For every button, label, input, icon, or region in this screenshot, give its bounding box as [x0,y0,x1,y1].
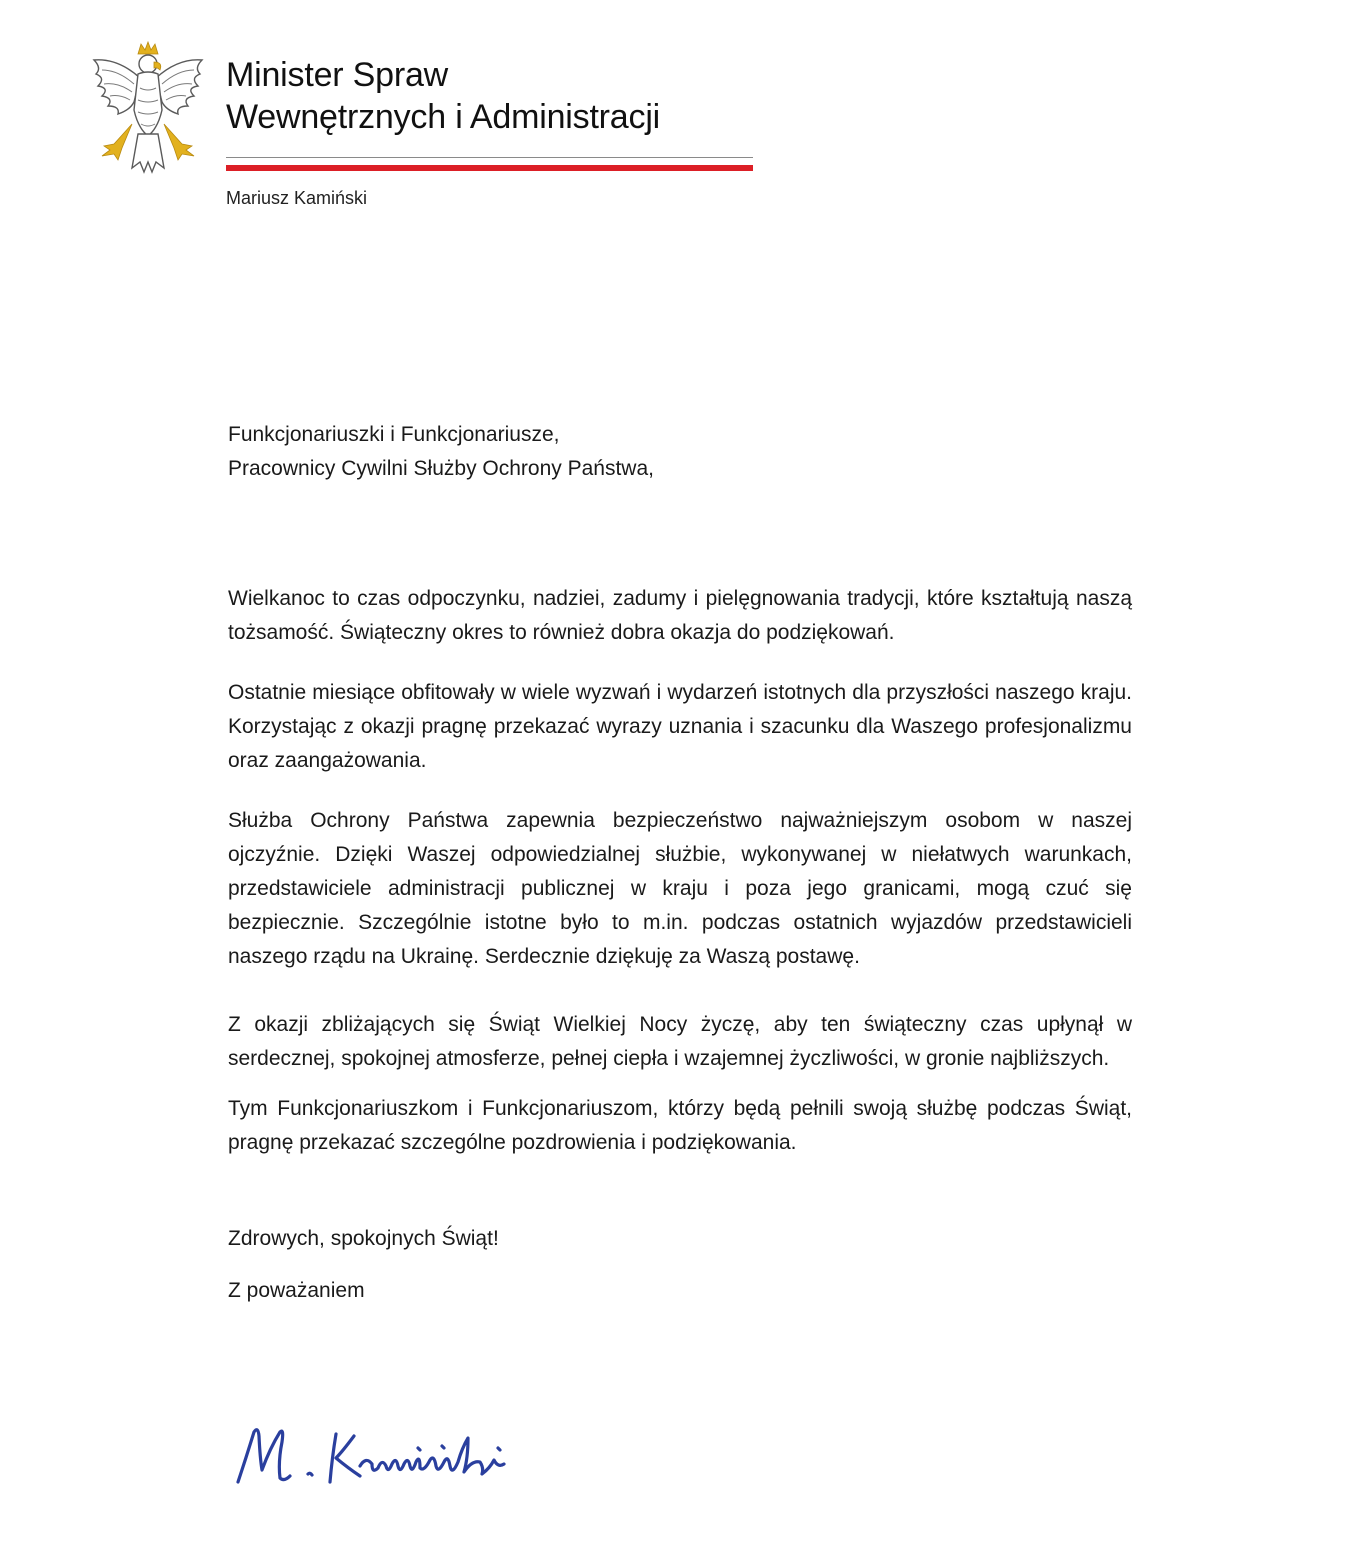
office-title-line-1: Minister Spraw [226,56,449,94]
white-eagle-emblem-icon [88,40,206,174]
letter-paragraph: Z okazji zbliżających się Świąt Wielkiej Nocy życzę, aby ten świąteczny czas upłynął w serdecznej, spokojnej atmosferze, pełnej ciepła i wzajemnej życzliwości, w gronie najbliższych. [228,1013,1132,1070]
letterhead [88,40,758,220]
closing-wish: Zdrowych, spokojnych Świąt! [228,1227,499,1250]
letter-paragraph: Ostatnie miesiące obfitowały w wiele wyzwań i wydarzeń istotnych dla przyszłości naszego kraju. Korzystając z okazji pragnę przekazać wyrazy uznania i szacunku dla Waszego profesjonalizmu oraz zaangażowania. [228,681,1132,772]
closing-regards: Z poważaniem [228,1279,365,1302]
salutation-line-1: Funkcjonariuszki i Funkcjonariusze, [228,423,560,446]
salutation-line-2: Pracownicy Cywilni Służby Ochrony Państwa, [228,457,654,480]
letter-body [228,418,1132,1308]
letter-paragraph: Służba Ochrony Państwa zapewnia bezpieczeństwo najważniejszym osobom w naszej ojczyźnie. Dzięki Waszej odpowiedzialnej służbie, wykonywanej w niełatwych warunkach, przedstawiciele administracji publicznej w kraju i poza jego granicami, mogą czuć się bezpiecznie. Szczególnie istotne było to m.in. podczas ostatnich wyjazdów przedstawicieli naszego rządu na Ukrainę. Serdecznie dziękuję za Waszą postawę. [228,809,1132,968]
salutation [228,418,1132,486]
letterhead-thin-rule [226,157,753,158]
minister-name: Mariusz Kamiński [226,188,368,208]
letter-paragraph: Wielkanoc to czas odpoczynku, nadziei, zadumy i pielęgnowania tradycji, które kształtują naszą tożsamość. Świąteczny okres to również dobra okazja do podziękowań. [228,587,1132,644]
handwritten-signature [232,1418,542,1490]
office-title [226,54,660,138]
office-title-line-2: Wewnętrznych i Administracji [226,98,661,136]
letterhead-red-rule [226,165,753,171]
letter-paragraph: Tym Funkcjonariuszkom i Funkcjonariuszom, którzy będą pełnili swoją służbę podczas Świąt, pragnę przekazać szczególne pozdrowienia i podziękowania. [228,1097,1132,1154]
